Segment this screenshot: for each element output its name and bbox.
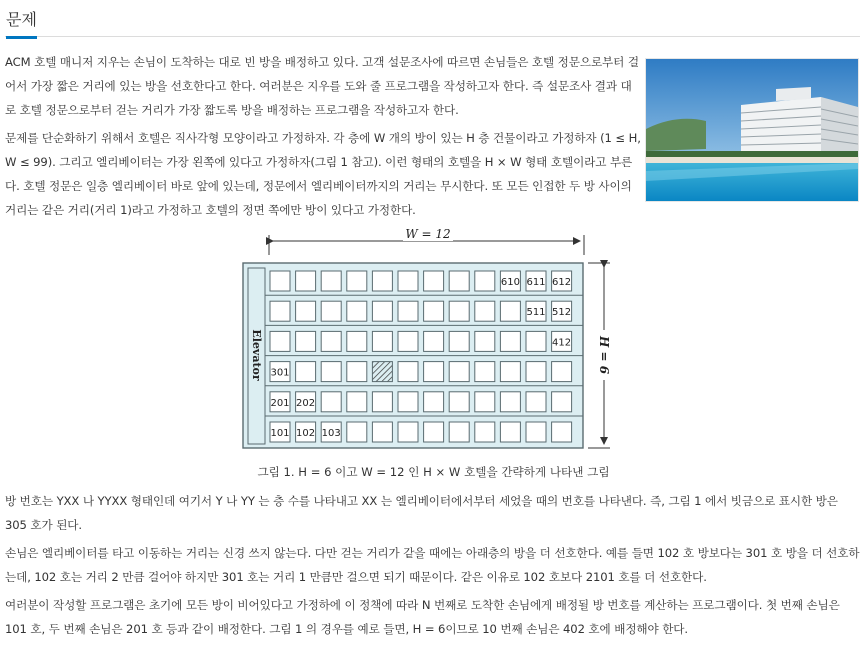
room	[475, 362, 495, 382]
room	[296, 331, 316, 351]
room-label: 102	[296, 428, 316, 439]
room	[372, 301, 392, 321]
paragraph-assumptions: 문제를 단순화하기 위해서 호텔은 직사각형 모양이라고 가정하자. 각 층에 W 개의 방이 있는 H 층 건물이라고 가정하자 (1 ≤ H, W ≤ 99). 그리고 엘리베이터는 가장 왼쪽에 있다고 가정하자(그림 1 참고). 이런 형태의 호텔을 H × W 형태 호텔이라고 부른다. 호텔 정문은 일층 엘리베이터 바로 앞에 있는데, 정문에서 엘리베이터까지의 거리는 무시한다. 또 모든 인접한 두 방 사이의 거리는 같은 거리(거리 1)라고 가정하고 호텔의 정면 쪽에만 방이 있다고 가정한다.	[5, 131, 641, 217]
section-header	[5, 0, 860, 37]
room	[372, 271, 392, 291]
elevator-label: Elevator	[250, 329, 263, 381]
paragraph-task: 여러분이 작성할 프로그램은 초기에 모든 방이 비어있다고 가정하에 이 정책에 따라 N 번째로 도착한 손님에게 배정될 방 번호를 계산하는 프로그램이다. 첫 번째 손님은 101 호, 두 번째 손님은 201 호 등과 같이 배정한다. 그림 1 의 경우를 예로 들면, H = 6이므로 10 번째 손님은 402 호에 배정해야 한다.	[5, 598, 840, 636]
room	[347, 422, 367, 442]
room	[526, 392, 546, 412]
room	[372, 392, 392, 412]
room	[424, 392, 444, 412]
room	[449, 422, 469, 442]
paragraph-preference: 손님은 엘리베이터를 타고 이동하는 거리는 신경 쓰지 않는다. 다만 걷는 거리가 같을 때에는 아래층의 방을 더 선호한다. 예를 들면 102 호 방보다는 301 호 방을 더 선호하는데, 102 호는 거리 2 만큼 걸어야 하지만 301 호는 거리 1 만큼만 걸으면 되기 때문이다. 같은 이유로 102 호보다 2101 호를 더 선호한다.	[5, 546, 860, 584]
room	[475, 422, 495, 442]
room	[500, 331, 520, 351]
room	[398, 271, 418, 291]
room-label: 301	[270, 367, 290, 379]
room	[398, 301, 418, 321]
room-label: 201	[270, 397, 290, 409]
room	[449, 392, 469, 412]
room	[526, 362, 546, 382]
room	[424, 362, 444, 382]
width-label: W = 12	[405, 227, 451, 241]
room-label: 511	[526, 307, 546, 319]
hotel-photo	[645, 58, 859, 202]
room-label: 612	[552, 277, 572, 288]
room-hatched	[372, 362, 392, 382]
room	[347, 271, 367, 291]
room	[449, 301, 469, 321]
room	[424, 331, 444, 351]
room	[372, 331, 392, 351]
room	[270, 271, 290, 291]
room	[398, 362, 418, 382]
room	[500, 362, 520, 382]
room	[526, 422, 546, 442]
room	[321, 301, 341, 321]
room	[296, 362, 316, 382]
room	[270, 331, 290, 351]
room	[526, 331, 546, 351]
room-label: 611	[526, 277, 546, 288]
room	[398, 392, 418, 412]
hotel-diagram-svg	[238, 225, 618, 460]
room	[321, 331, 341, 351]
room	[347, 362, 367, 382]
room-label: 412	[552, 337, 572, 349]
hotel-diagram	[238, 225, 618, 460]
room	[321, 362, 341, 382]
height-label: H = 6	[597, 335, 611, 375]
hotel-photo-image	[646, 59, 858, 201]
room-label: 101	[270, 428, 290, 439]
room-label: 202	[296, 397, 316, 409]
room	[449, 271, 469, 291]
room	[398, 331, 418, 351]
room-label: 103	[321, 428, 341, 439]
section-title: 문제	[6, 7, 37, 39]
room	[347, 392, 367, 412]
room	[424, 301, 444, 321]
room	[347, 331, 367, 351]
room	[398, 422, 418, 442]
room	[500, 422, 520, 442]
room-label: 610	[500, 277, 520, 288]
room	[449, 362, 469, 382]
room	[347, 301, 367, 321]
room	[321, 392, 341, 412]
room	[475, 271, 495, 291]
room	[500, 301, 520, 321]
room	[475, 301, 495, 321]
room	[449, 331, 469, 351]
room	[372, 422, 392, 442]
room	[475, 392, 495, 412]
room	[296, 301, 316, 321]
room	[500, 392, 520, 412]
paragraph-intro: ACM 호텔 매니저 지우는 손님이 도착하는 대로 빈 방을 배정하고 있다. 고객 설문조사에 따르면 손님들은 호텔 정문으로부터 걸어서 가장 짧은 거리에 있는 방을 선호한다고 한다. 여러분은 지우를 도와 줄 프로그램을 작성하고자 한다. 즉 설문조사 결과 대로 호텔 정문으로부터 걷는 거리가 가장 짧도록 방을 배정하는 프로그램을 작성하고자 한다.	[5, 55, 639, 117]
paragraph-room-numbers: 방 번호는 YXX 나 YYXX 형태인데 여기서 Y 나 YY 는 층 수를 나타내고 XX 는 엘리베이터에서부터 세었을 때의 번호를 나타낸다. 즉, 그림 1 에서 빗금으로 표시한 방은 305 호가 된다.	[5, 494, 838, 532]
figure-caption: 그림 1. H = 6 이고 W = 12 인 H × W 호텔을 간략하게 나타낸 그림	[257, 465, 610, 479]
room	[321, 271, 341, 291]
room	[424, 271, 444, 291]
room	[296, 271, 316, 291]
room	[552, 392, 572, 412]
room	[270, 301, 290, 321]
room	[424, 422, 444, 442]
room-label: 512	[552, 307, 572, 319]
room	[475, 331, 495, 351]
room	[552, 422, 572, 442]
room	[552, 362, 572, 382]
